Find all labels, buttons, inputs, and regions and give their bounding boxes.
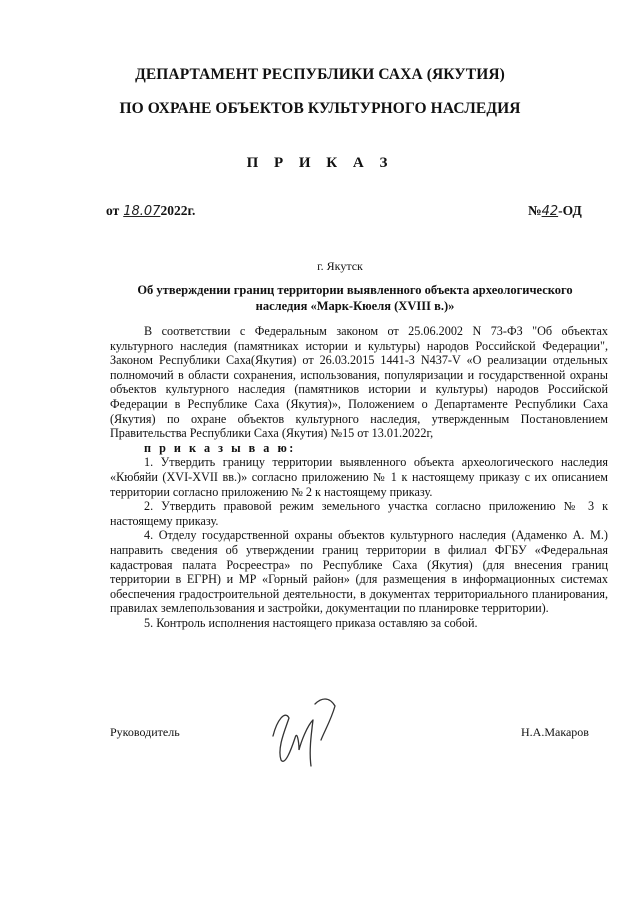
number-handwritten: 42 [541,204,559,219]
order-body [110,324,608,630]
date-handwritten: 18.07 [123,204,161,219]
decree-word: п р и к а з ы в а ю: [144,440,296,455]
document-title: П Р И К А З [246,155,394,171]
order-item-2: 2. Утвердить правовой режим земельного участка согласно приложению № 3 к настоящему приказу. [110,499,608,528]
signatory-name: Н.А.Макаров [521,725,589,739]
city: г. Якутск [317,259,363,273]
date-prefix: от [106,203,120,218]
order-date [106,202,195,220]
date-suffix: 2022г. [160,203,196,218]
number-prefix: № [528,203,542,218]
order-number [528,202,582,220]
order-subject: Об утверждении границ территории выявленного объекта археологического наследия «Марк-Кюеля (XVIII в.)» [137,283,573,313]
number-suffix: -ОД [558,203,582,218]
order-item-1: 1. Утвердить границу территории выявленного объекта археологического наследия «Кюбяйи (XVI-XVII вв.)» согласно приложению № 1 к настоящему приказу с их описанием территории согласно приложению № 2 к настоящему приказу. [110,455,608,499]
order-item-5: 5. Контроль исполнения настоящего приказа оставляю за собой. [144,615,478,630]
department-name-line1: ДЕПАРТАМЕНТ РЕСПУБЛИКИ САХА (ЯКУТИЯ) [135,66,505,83]
signatory-position: Руководитель [110,725,180,739]
handwritten-signature [255,690,365,770]
department-name-line2: ПО ОХРАНЕ ОБЪЕКТОВ КУЛЬТУРНОГО НАСЛЕДИЯ [119,100,521,117]
order-item-4: 4. Отделу государственной охраны объектов культурного наследия (Адаменко А. М.) направить сведения об утверждении границ территории в филиал ФГБУ «Федеральная кадастровая палата Росреестра» по Республике Саха (Якутия) (для внесения границ территории в ЕГРН) и МР «Горный район» (для размещения в информационных системах обеспечения градостроительной деятельности, в документах территориального планирования, правилах землепользования и застройки, документации по планировке территории). [110,528,608,616]
preamble-paragraph: В соответствии с Федеральным законом от 25.06.2002 N 73-ФЗ "Об объектах культурного наследия (памятниках истории и культуры) народов Российской Федерации", Законом Республики Саха(Якутия) от 26.03.2015 1441-З N437-V «О реализации отдельных полномочий в области сохранения, использования, популяризации и государственной охраны объектов культурного наследия (памятников истории и культуры) народов Российской Федерации в Республике Саха (Якутия)», Положением о Департаменте Республики Саха (Якутия) по охране объектов культурного наследия, утвержденным Постановлением Правительства Республики Саха (Якутия) №15 от 13.01.2022г, [110,324,608,441]
